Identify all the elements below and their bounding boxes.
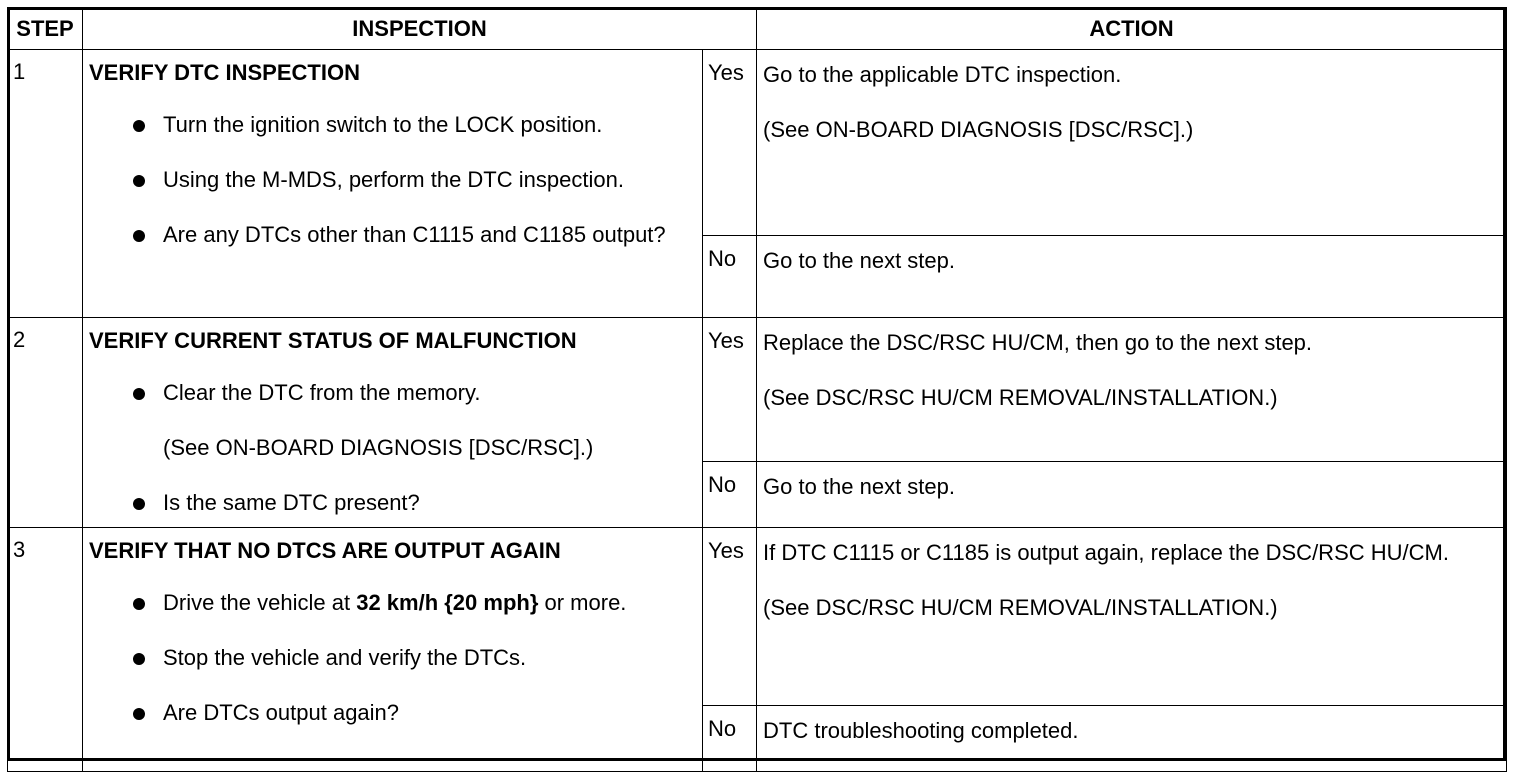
step-title: VERIFY CURRENT STATUS OF MALFUNCTION [89,328,577,353]
dtc-troubleshooting-table [7,7,1507,772]
header-step: STEP [8,8,83,50]
inspection-list [89,110,696,250]
bullet-icon [133,120,145,132]
no-label: No [703,462,757,528]
bullet-icon [133,175,145,187]
step-2-yes-row [8,318,1507,462]
inspection-item: Turn the ignition switch to the LOCK position. [89,110,696,140]
inspection-item: Stop the vehicle and verify the DTCs. [89,643,696,673]
step-1-yes-row [8,50,1507,236]
bullet-icon [133,498,145,510]
step-number: 1 [8,50,83,318]
no-label: No [703,236,757,318]
no-label: No [703,706,757,772]
step-title: VERIFY THAT NO DTCS ARE OUTPUT AGAIN [89,538,561,563]
step-3-inspection [83,528,703,772]
bullet-icon [133,388,145,400]
speed-value: 32 km/h {20 mph} [356,590,539,615]
header-row [8,8,1507,50]
step-3-yes-row [8,528,1507,706]
reference-link[interactable]: (See DSC/RSC HU/CM REMOVAL/INSTALLATION.) [763,595,1278,620]
inspection-list [89,378,696,408]
inspection-item: Are DTCs output again? [89,698,696,728]
no-action: Go to the next step. [757,236,1507,318]
inspection-item: Clear the DTC from the memory. [89,378,696,408]
yes-action: Go to the applicable DTC inspection. (See ON-BOARD DIAGNOSIS [DSC/RSC].) [757,50,1507,236]
yes-label: Yes [703,528,757,706]
step-1-inspection [83,50,703,318]
bullet-icon [133,230,145,242]
yes-label: Yes [703,318,757,462]
step-2-inspection [83,318,703,528]
yes-action: If DTC C1115 or C1185 is output again, replace the DSC/RSC HU/CM. (See DSC/RSC HU/CM REMOVAL/INSTALLATION.) [757,528,1507,706]
header-inspection: INSPECTION [83,8,757,50]
bullet-icon [133,708,145,720]
bullet-icon [133,653,145,665]
inspection-item: Using the M-MDS, perform the DTC inspection. [89,165,696,195]
step-number: 2 [8,318,83,528]
yes-label: Yes [703,50,757,236]
step-title: VERIFY DTC INSPECTION [89,60,360,85]
header-action: ACTION [757,8,1507,50]
reference-link[interactable]: (See ON-BOARD DIAGNOSIS [DSC/RSC].) [763,117,1194,142]
inspection-item: Drive the vehicle at 32 km/h {20 mph} or more. [89,588,696,618]
inspection-item: Are any DTCs other than C1115 and C1185 output? [89,220,696,250]
inspection-list [89,588,696,728]
inspection-item: Is the same DTC present? [89,488,696,518]
yes-action: Replace the DSC/RSC HU/CM, then go to the next step. (See DSC/RSC HU/CM REMOVAL/INSTALLATION.) [757,318,1507,462]
no-action: DTC troubleshooting completed. [757,706,1507,772]
inspection-list [89,488,696,518]
reference-link[interactable]: (See DSC/RSC HU/CM REMOVAL/INSTALLATION.) [763,385,1278,410]
bullet-icon [133,598,145,610]
no-action: Go to the next step. [757,462,1507,528]
step-number: 3 [8,528,83,772]
reference-link[interactable]: (See ON-BOARD DIAGNOSIS [DSC/RSC].) [163,435,594,460]
